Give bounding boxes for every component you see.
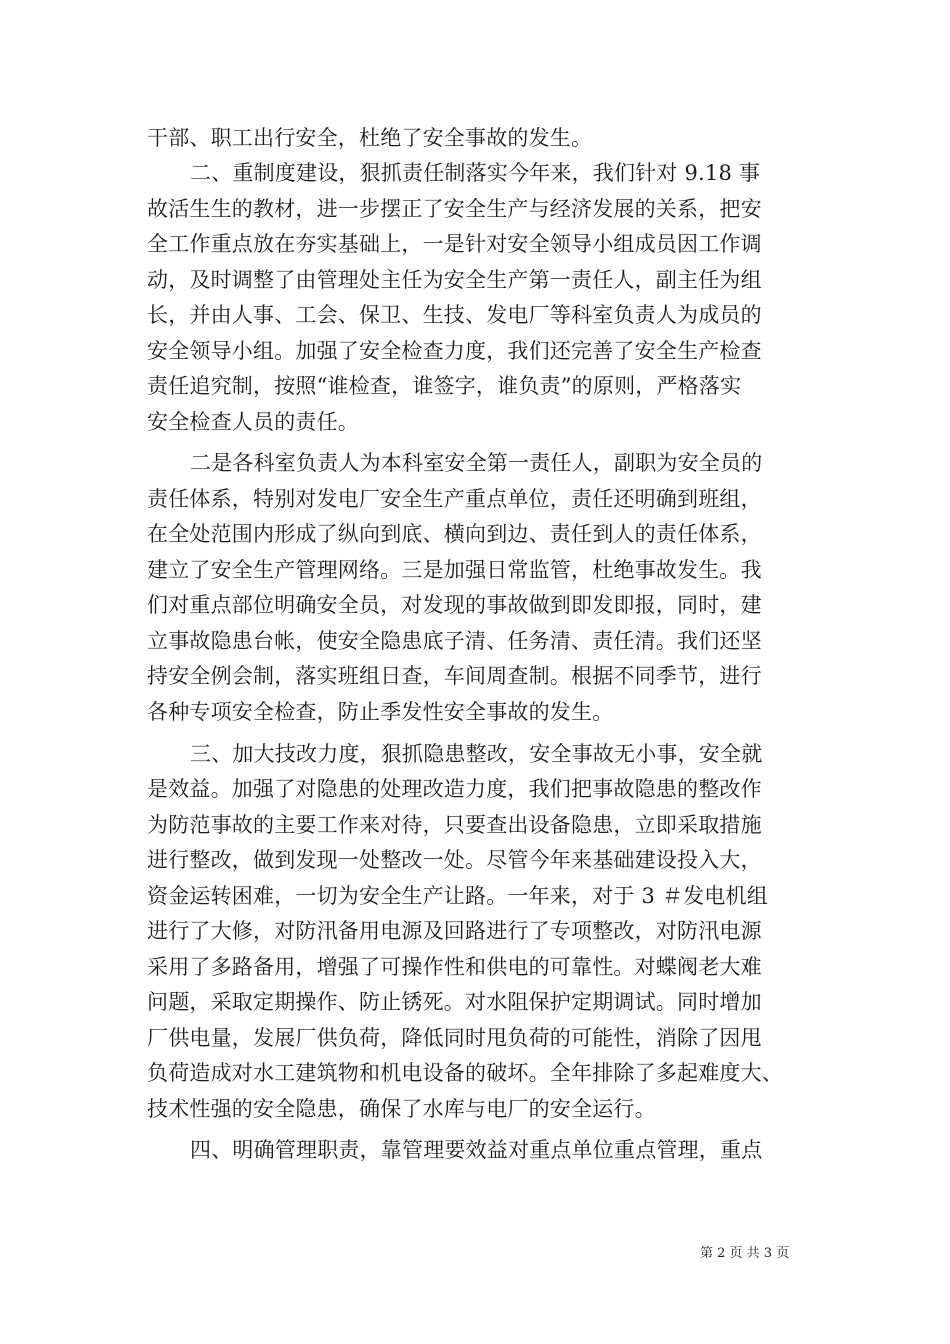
text-line: 建立了安全生产管理网络。三是加强日常监管，杜绝事故发生。我 [147, 558, 762, 582]
text-line: 四、明确管理职责，靠管理要效益对重点单位重点管理，重点 [190, 1138, 763, 1162]
text-line: 责任追究制，按照“谁检查，谁签字，谁负责”的原则，严格落实 [147, 374, 742, 398]
text-line: 安全领导小组。加强了安全检查力度，我们还完善了安全生产检查 [147, 339, 762, 363]
text-line: 动，及时调整了由管理处主任为安全生产第一责任人，副主任为组 [147, 268, 762, 292]
text-line: 资金运转困难，一切为安全生产让路。一年来，对于 3 ＃发电机组 [147, 884, 768, 908]
text-line: 采用了多路备用，增强了可操作性和供电的可靠性。对蝶阀老大难 [147, 955, 762, 979]
text-line: 立事故隐患台帐，使安全隐患底子清、任务清、责任清。我们还坚 [147, 629, 762, 653]
text-line: 全工作重点放在夯实基础上，一是针对安全领导小组成员因工作调 [147, 232, 762, 256]
text-line: 故活生生的教材，进一步摆正了安全生产与经济发展的关系，把安 [147, 197, 762, 221]
text-line: 为防范事故的主要工作来对待，只要查出设备隐患，立即采取措施 [147, 813, 762, 837]
text-line: 们对重点部位明确安全员，对发现的事故做到即发即报，同时，建 [147, 593, 762, 617]
text-line: 进行了大修，对防汛备用电源及回路进行了专项整改，对防汛电源 [147, 919, 762, 943]
text-line: 技术性强的安全隐患，确保了水库与电厂的安全运行。 [147, 1097, 656, 1121]
text-line: 是效益。加强了对隐患的处理改造力度，我们把事故隐患的整改作 [147, 777, 762, 801]
text-line: 二是各科室负责人为本科室安全第一责任人，副职为安全员的 [190, 451, 763, 475]
text-line: 二、重制度建设，狠抓责任制落实今年来，我们针对 9.18 事 [190, 161, 761, 185]
text-line: 持安全例会制，落实班组日查，车间周查制。根据不同季节，进行 [147, 664, 762, 688]
text-line: 各种专项安全检查，防止季发性安全事故的发生。 [147, 700, 614, 724]
text-line: 干部、职工出行安全，杜绝了安全事故的发生。 [147, 126, 593, 150]
text-line: 长，并由人事、工会、保卫、生技、发电厂等科室负责人为成员的 [147, 303, 762, 327]
text-line: 在全处范围内形成了纵向到底、横向到边、责任到人的责任体系， [147, 522, 762, 546]
text-line: 安全检查人员的责任。 [147, 410, 359, 434]
page-number: 第 2 页 共 3 页 [700, 1246, 790, 1261]
text-line: 进行整改，做到发现一处整改一处。尽管今年来基础建设投入大， [147, 848, 762, 872]
text-line: 三、加大技改力度，狠抓隐患整改，安全事故无小事，安全就 [190, 742, 763, 766]
text-line: 问题，采取定期操作、防止锈死。对水阻保护定期调试。同时增加 [147, 990, 762, 1014]
text-line: 负荷造成对水工建筑物和机电设备的破坏。全年排除了多起难度大、 [147, 1061, 783, 1085]
text-line: 厂供电量，发展厂供负荷，降低同时甩负荷的可能性，消除了因甩 [147, 1026, 762, 1050]
text-line: 责任体系，特别对发电厂安全生产重点单位，责任还明确到班组， [147, 487, 762, 511]
